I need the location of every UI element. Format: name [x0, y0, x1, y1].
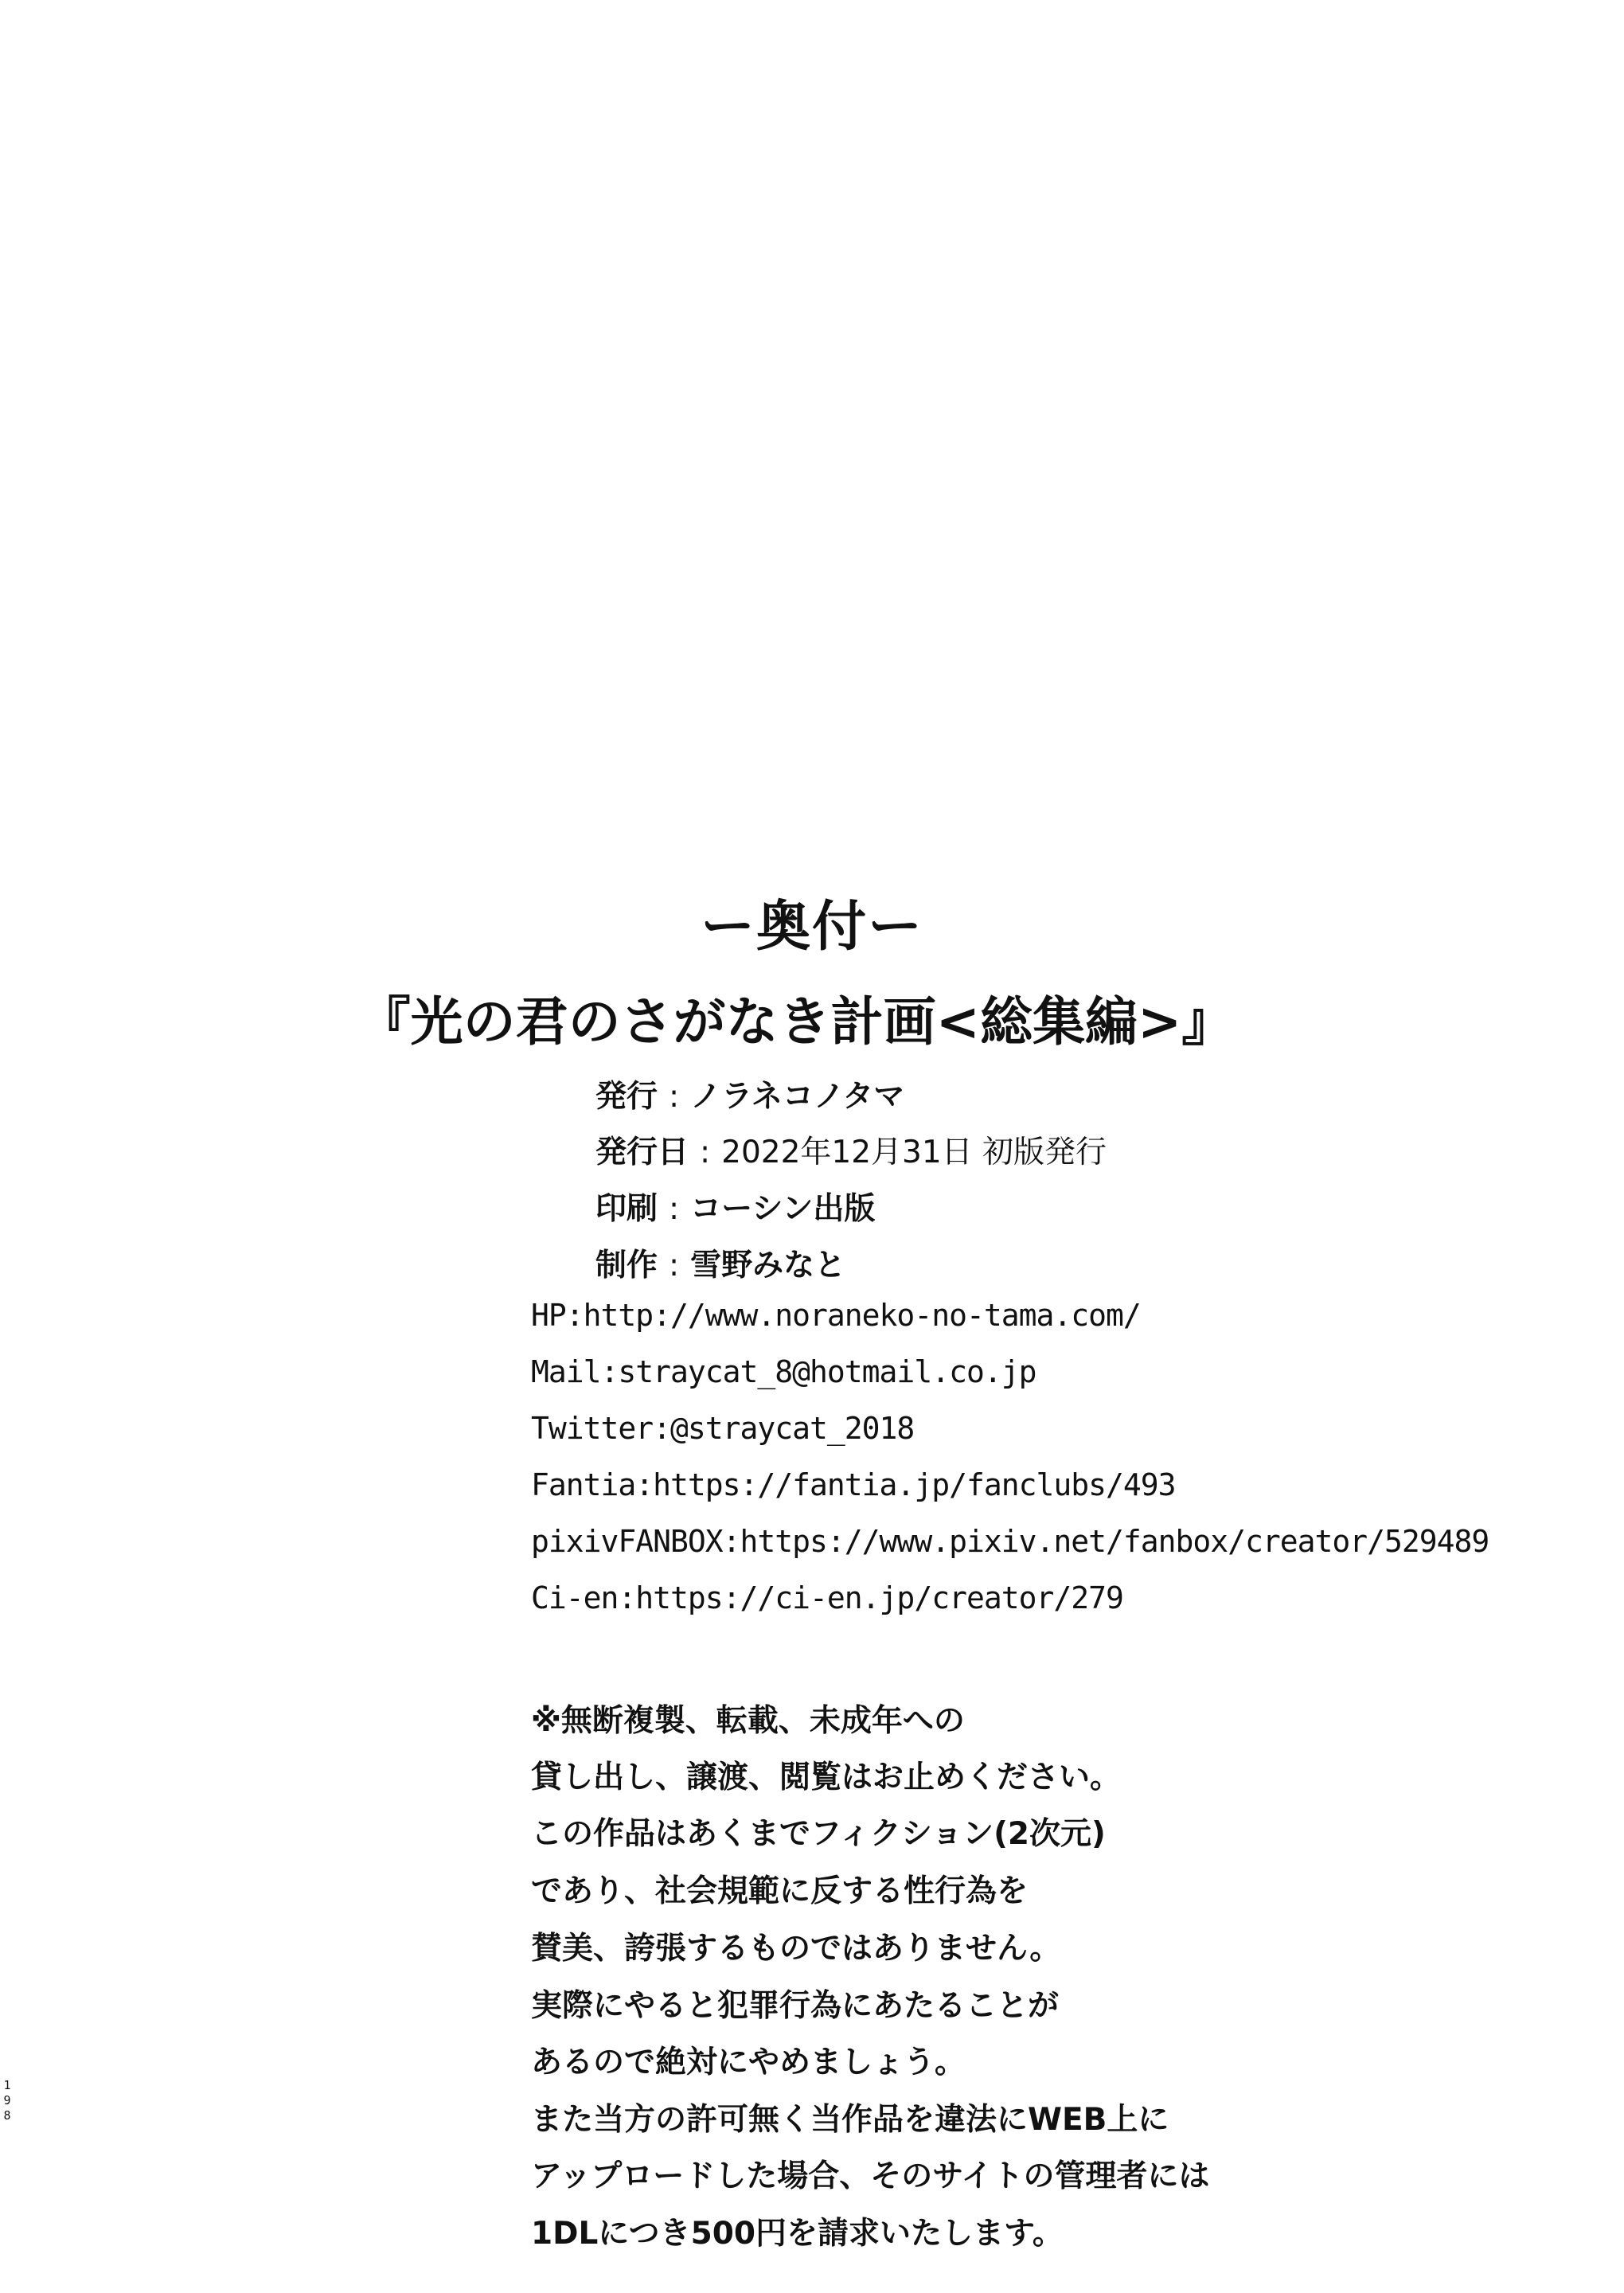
info-value: 2022年12月31日 初版発行 [721, 1135, 1107, 1170]
info-separator: : [669, 1248, 680, 1283]
notice-line: 実際にやると犯罪行為にあたることが [531, 1988, 1060, 2024]
info-value: ノラネコノタマ [690, 1079, 905, 1115]
notice-line: 賛美、誇張するものではありません。 [531, 1931, 1061, 1967]
link-mail[interactable]: Mail:straycat_8@hotmail.co.jp [531, 1354, 1036, 1389]
link-fantia[interactable]: Fantia:https://fantia.jp/fanclubs/493 [531, 1467, 1176, 1502]
link-twitter[interactable]: Twitter:@straycat_2018 [531, 1411, 915, 1446]
book-title: 『光の君のさがなき計画<総集編>』 [357, 991, 1235, 1053]
page-number [2, 2078, 13, 2123]
info-label: 印刷 [595, 1191, 658, 1227]
page-number-digit: 1 [3, 2078, 11, 2092]
info-label: 発行 [595, 1079, 658, 1115]
page-number-digit: 8 [3, 2108, 11, 2123]
colophon-heading: ー奥付ー [700, 896, 923, 959]
page-number-digit: 9 [3, 2093, 11, 2107]
notice-line: 貸し出し、譲渡、閲覧はお止めください。 [531, 1760, 1122, 1795]
notice-line: アップロードした場合、そのサイトの管理者には [531, 2158, 1210, 2194]
notice-line: であり、社会規範に反する性行為を [531, 1873, 1029, 1909]
info-value: 雪野みなと [690, 1248, 846, 1283]
info-label: 制作 [595, 1248, 658, 1283]
notice-line: 1DLにつき500円を請求いたします。 [531, 2216, 1064, 2252]
notice-line: また当方の許可無く当作品を違法にWEB上に [531, 2102, 1169, 2138]
notice-line: あるので絶対にやめましょう。 [531, 2045, 966, 2080]
notice-line: ※無断複製、転載、未成年への [531, 1703, 965, 1739]
link-pixiv-fanbox[interactable]: pixivFANBOX:https://www.pixiv.net/fanbox/creator/529489 [531, 1524, 1489, 1559]
info-publisher [595, 1072, 904, 1116]
notice-line: この作品はあくまでフィクション(2次元) [531, 1816, 1106, 1852]
info-label: 発行日 [595, 1135, 689, 1170]
info-separator: : [700, 1135, 711, 1170]
info-production [595, 1240, 845, 1285]
link-homepage[interactable]: HP:http://www.noraneko-no-tama.com/ [531, 1298, 1141, 1333]
info-separator: : [669, 1079, 680, 1115]
info-separator: : [669, 1191, 680, 1227]
info-value: コーシン出版 [690, 1191, 876, 1227]
info-publish-date [595, 1127, 1107, 1172]
link-ci-en[interactable]: Ci-en:https://ci-en.jp/creator/279 [531, 1580, 1123, 1615]
info-printer [595, 1184, 875, 1229]
